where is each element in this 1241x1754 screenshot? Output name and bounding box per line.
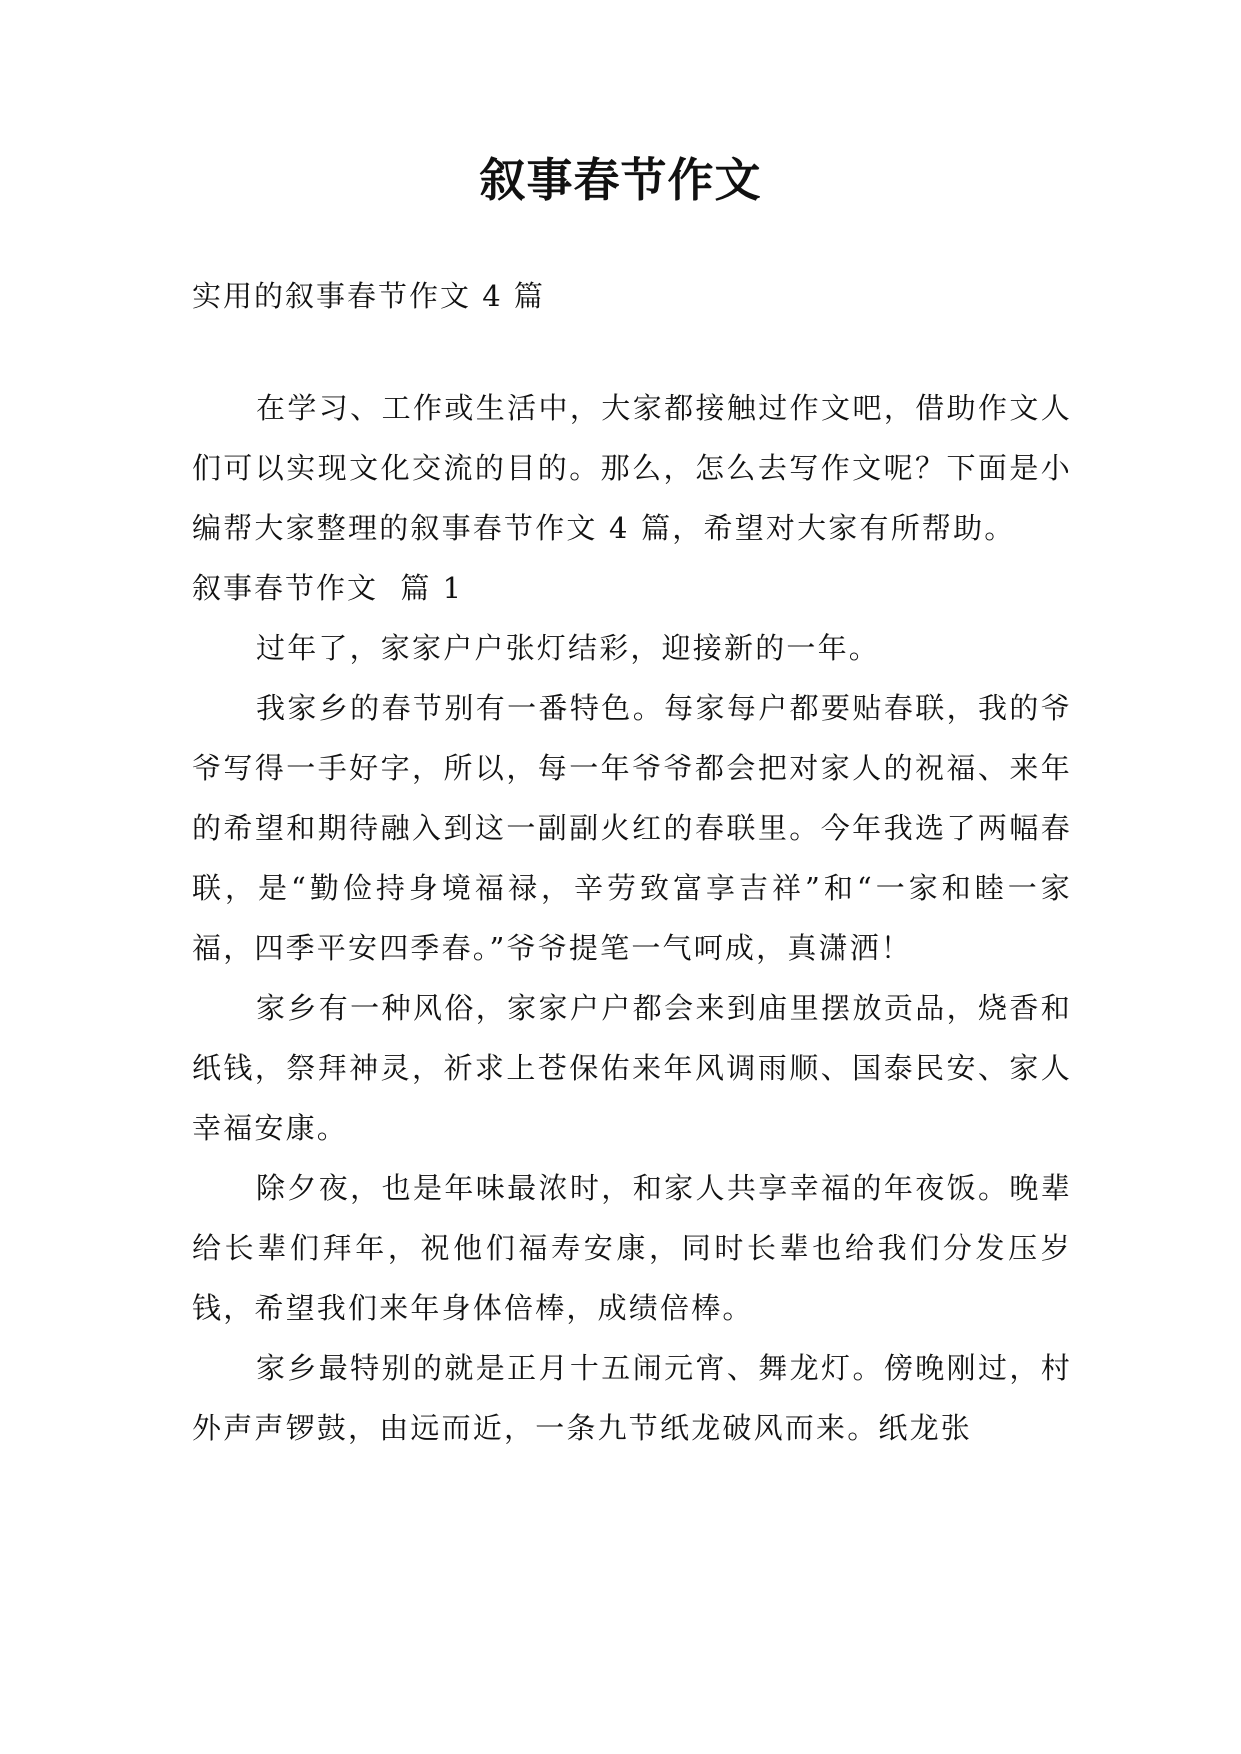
document-body — [192, 266, 1072, 1458]
paragraph: 过年了，家家户户张灯结彩，迎接新的一年。 — [256, 631, 881, 665]
document-title: 叙事春节作文 — [479, 153, 762, 207]
paragraph: 家乡有一种风俗，家家户户都会来到庙里摆放贡品，烧香和纸钱，祭拜神灵，祈求上苍保佑来年风调雨顺、国泰民安、家人幸福安康。 — [192, 991, 1072, 1145]
blank-line — [192, 326, 1072, 378]
paragraph: 我家乡的春节别有一番特色。每家每户都要贴春联，我的爷爷写得一手好字，所以，每一年爷爷都会把对家人的祝福、来年的希望和期待融入到这一副副火红的春联里。今年我选了两幅春联，是“勤俭持身境福禄，辛劳致富享吉祥”和“一家和睦一家福，四季平安四季春。”爷爷提笔一气呵成，真潇洒！ — [192, 691, 1072, 965]
document-subtitle: 实用的叙事春节作文 4 篇 — [192, 279, 545, 313]
paragraph: 除夕夜，也是年味最浓时，和家人共享幸福的年夜饭。晚辈给长辈们拜年，祝他们福寿安康，同时长辈也给我们分发压岁钱，希望我们来年身体倍棒，成绩倍棒。 — [192, 1171, 1072, 1325]
intro-paragraph: 在学习、工作或生活中，大家都接触过作文吧，借助作文人们可以实现文化交流的目的。那么，怎么去写作文呢？下面是小编帮大家整理的叙事春节作文 4 篇，希望对大家有所帮助。 — [192, 391, 1072, 545]
section-heading: 叙事春节作文 篇 1 — [192, 571, 464, 605]
paragraph: 家乡最特别的就是正月十五闹元宵、舞龙灯。傍晚刚过，村外声声锣鼓，由远而近，一条九节纸龙破风而来。纸龙张 — [192, 1351, 1072, 1445]
